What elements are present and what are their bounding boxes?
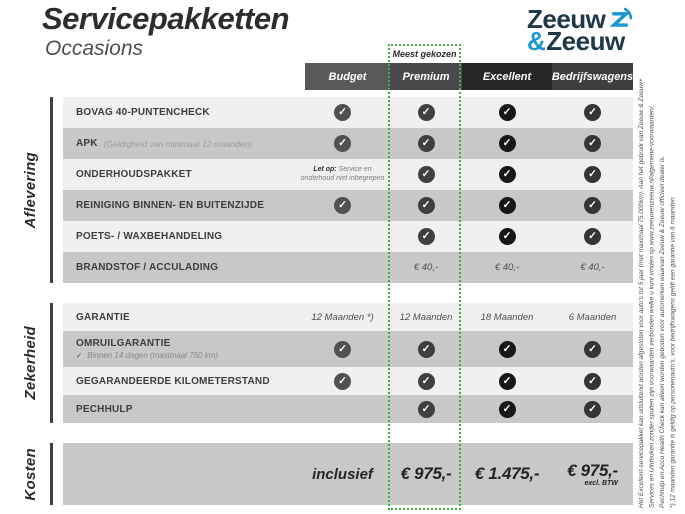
table-row	[63, 367, 633, 395]
table-row	[63, 443, 633, 505]
check-icon: ✓	[418, 373, 435, 390]
table-row	[63, 331, 633, 367]
table-row	[63, 221, 633, 252]
table-row	[63, 128, 633, 159]
check-icon: ✓	[584, 197, 601, 214]
column-header-budget: Budget	[305, 63, 390, 90]
budget-cost-value: inclusief	[312, 465, 373, 483]
table-row	[63, 303, 633, 331]
check-icon: ✓	[418, 104, 435, 121]
page-title: Servicepakketten	[42, 1, 290, 36]
check-icon: ✓	[499, 166, 516, 183]
group-label-aflevering: Aflevering	[21, 151, 39, 229]
check-icon: ✓	[418, 341, 435, 358]
check-icon: ✓	[334, 197, 351, 214]
small-check-icon: ✓	[76, 351, 83, 360]
check-icon: ✓	[334, 373, 351, 390]
budget-exclusion-note: Let op: Service en onderhoud niet inbegrepen	[300, 166, 385, 182]
row-label: POETS- / WAXBEHANDELING	[76, 231, 223, 242]
check-icon: ✓	[334, 104, 351, 121]
row-label: GARANTIE	[76, 311, 130, 323]
check-icon: ✓	[584, 401, 601, 418]
check-icon: ✓	[584, 373, 601, 390]
check-icon: ✓	[584, 135, 601, 152]
group-label-kosten: Kosten	[21, 447, 39, 501]
check-icon: ✓	[584, 104, 601, 121]
check-icon: ✓	[334, 135, 351, 152]
column-header-bedrijfswagens: Bedrijfswagens	[552, 63, 633, 90]
row-label: GEGARANDEERDE KILOMETERSTAND	[76, 375, 270, 387]
check-icon: ✓	[418, 401, 435, 418]
check-icon: ✓	[499, 228, 516, 245]
row-label: BOVAG 40-PUNTENCHECK	[76, 107, 210, 118]
warranty-value: 12 Maanden	[399, 311, 453, 323]
fine-print-line: Het Excellent-servicepakket kan uitsluitend worden afgesloten voor auto's tot 5 jaar (met maximaal 75.000km). Aan het gebruik van Zeeuw & Zeeuw+	[638, 78, 645, 508]
logo-ampersand: &	[527, 26, 546, 56]
column-header-premium: Premium	[390, 63, 462, 90]
check-icon: ✓	[418, 197, 435, 214]
row-label: ONDERHOUDSPAKKET	[76, 169, 192, 180]
check-icon: ✓	[499, 341, 516, 358]
bedrijfswagens-cost-value: € 975,- excl. BTW	[567, 461, 618, 487]
group-label-zekerheid: Zekerheid	[21, 326, 39, 400]
column-headers	[305, 63, 633, 90]
price-value: € 40,-	[494, 262, 520, 273]
row-sub-note: ✓ Binnen 14 dagen (maximaal 750 km)	[76, 351, 219, 360]
table-row	[63, 97, 633, 128]
column-header-excellent: Excellent	[462, 63, 552, 90]
table-row	[63, 159, 633, 190]
group-line-zekerheid	[50, 303, 53, 423]
meest-gekozen-badge: Meest gekozen	[390, 46, 459, 62]
table-row	[63, 252, 633, 283]
row-label: BRANDSTOF / ACCULADING	[76, 262, 219, 273]
fine-print-line: Pechhulp en Accu Health Check kan alleen worden geboden voor automerken waarvan Zeeuw & Zeeuw officieel dealer is.	[659, 155, 666, 508]
warranty-value: 12 Maanden *)	[311, 311, 374, 323]
warranty-value: 6 Maanden	[568, 311, 617, 323]
group-line-kosten	[50, 443, 53, 505]
warranty-value: 18 Maanden	[480, 311, 534, 323]
section-kosten	[63, 443, 633, 505]
price-value: € 40,-	[580, 262, 605, 273]
check-icon: ✓	[499, 135, 516, 152]
check-icon: ✓	[584, 228, 601, 245]
check-icon: ✓	[499, 373, 516, 390]
fine-print-line: Services en Uitdeuken zonder spuiten zijn voorwaarden verbonden welke u kunt vinden op www.zeeuwenzeeuw.nl/algemene-voorwaarden/.	[648, 104, 656, 508]
logo-line-2	[527, 26, 639, 56]
check-icon: ✓	[334, 341, 351, 358]
logo-word-2: Zeeuw	[546, 26, 625, 56]
fine-print	[637, 0, 683, 512]
row-label: PECHHULP	[76, 403, 133, 415]
check-icon: ✓	[418, 135, 435, 152]
check-icon: ✓	[499, 401, 516, 418]
premium-cost-value: € 975,-	[400, 464, 452, 483]
excellent-cost-value: € 1.475,-	[474, 464, 540, 483]
price-value: € 40,-	[413, 262, 439, 273]
excl-btw-note: excl. BTW	[584, 480, 618, 487]
table-row	[63, 190, 633, 221]
check-icon: ✓	[499, 104, 516, 121]
check-icon: ✓	[499, 197, 516, 214]
check-icon: ✓	[584, 341, 601, 358]
row-label: APK	[76, 138, 98, 149]
check-icon: ✓	[418, 166, 435, 183]
group-line-aflevering	[50, 97, 53, 283]
check-icon: ✓	[584, 166, 601, 183]
logo-word-1: Zeeuw	[527, 4, 606, 34]
row-label: OMRUILGARANTIE	[76, 338, 171, 349]
section-zekerheid	[63, 303, 633, 423]
zeeuw-zeeuw-logo	[527, 4, 639, 56]
fine-print-line: *) 12 maanden garantie is geldig op personenauto's, voor bedrijfswagens geldt een garantie van 6 maanden	[669, 197, 677, 508]
section-aflevering	[63, 97, 633, 283]
page-subtitle: Occasions	[45, 37, 144, 60]
row-label: REINIGING BINNEN- EN BUITENZIJDE	[76, 200, 265, 211]
check-icon: ✓	[418, 228, 435, 245]
table-row	[63, 395, 633, 423]
row-label-note: (Geldigheid van minimaal 12 maanden)	[103, 138, 253, 149]
